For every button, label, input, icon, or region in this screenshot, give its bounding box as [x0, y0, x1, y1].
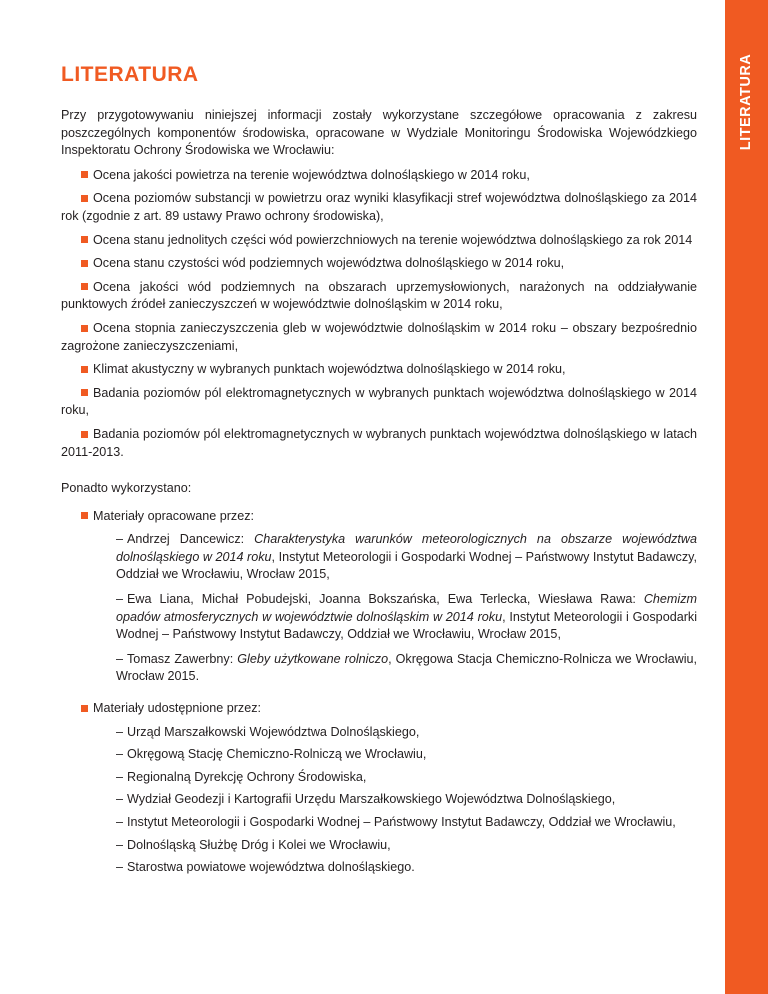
entry-author: Andrzej Dancewicz:: [127, 532, 255, 547]
prepared-materials: [61, 508, 697, 686]
list-item: [116, 591, 697, 644]
list-item: [61, 279, 697, 314]
bullet-icon: [81, 389, 88, 396]
dash: –: [116, 860, 124, 875]
list-item: [61, 167, 697, 185]
dash: –: [116, 651, 124, 666]
list-item: [116, 837, 697, 855]
bullet-icon: [81, 260, 88, 267]
also-used-label: Ponadto wykorzystano:: [61, 481, 192, 496]
list-item-text: Instytut Meteorologii i Gospodarki Wodnej – Państwowy Instytut Badawczy, Oddział we Wrocławiu,: [127, 815, 676, 829]
list-item-text: Starostwa powiatowe województwa dolnośląskiego.: [127, 860, 415, 875]
dash: –: [116, 592, 124, 607]
prepared-materials-header: [61, 508, 697, 526]
list-item-text: Ocena stanu czystości wód podziemnych województwa dolnośląskiego w 2014 roku,: [93, 256, 565, 271]
entry-publisher: , Instytut Meteorologii i Gospodarki Wodnej – Państwowy Instytut Badawczy, Oddział we Wrocławiu, Wrocław 2015,: [116, 549, 697, 582]
prepared-materials-list: [61, 531, 697, 686]
dash: –: [116, 532, 124, 547]
entry-publisher: , Instytut Meteorologii i Gospodarki Wodnej – Państwowy Instytut Badawczy, Oddział we Wrocławiu, Wrocław 2015,: [116, 609, 697, 642]
shared-materials-header: [61, 700, 697, 718]
bullet-icon: [81, 705, 88, 712]
bullet-icon: [81, 236, 88, 243]
dash: –: [116, 747, 124, 762]
list-item: [61, 385, 697, 420]
list-item: [61, 320, 697, 355]
list-item: [116, 724, 697, 742]
list-item-text: Ocena stopnia zanieczyszczenia gleb w województwie dolnośląskim w 2014 roku – obszary bezpośrednio zagrożone zanieczyszczeniami,: [61, 320, 697, 353]
bullet-icon: [81, 171, 88, 178]
list-item-text: Ocena jakości wód podziemnych na obszarach uprzemysłowionych, narażonych na oddziaływanie punktowych źródeł zanieczyszczeń w województwie dolnośląskim w 2014 roku,: [61, 279, 697, 312]
entry-title: Charakterystyka warunków meteorologicznych na obszarze województwa dolnośląskiego w 2014 roku: [116, 532, 697, 564]
side-tab-label: LITERATURA: [738, 53, 754, 151]
list-item-text: Ocena poziomów substancji w powietrzu oraz wyniki klasyfikacji stref województwa dolnośląskiego za 2014 rok (zgodnie z art. 89 ustawy Prawo ochrony środowiska),: [61, 191, 697, 223]
list-item: [116, 746, 697, 764]
list-item-text: Klimat akustyczny w wybranych punktach województwa dolnośląskiego w 2014 roku,: [93, 362, 566, 377]
list-item: [116, 769, 697, 787]
list-item-text: Ocena stanu jednolitych części wód powierzchniowych na terenie województwa dolnośląskiego za rok 2014: [93, 232, 693, 247]
side-tab-label-wrap: [725, 0, 768, 170]
list-item: [61, 426, 697, 461]
list-item: [116, 859, 697, 877]
dash: –: [116, 792, 124, 807]
list-item: [61, 190, 697, 225]
shared-materials-list: [61, 724, 697, 877]
list-item-text: Dolnośląską Służbę Dróg i Kolei we Wrocławiu,: [127, 837, 391, 852]
entry-author: Tomasz Zawerbny:: [127, 651, 238, 666]
list-item-text: Regionalną Dyrekcję Ochrony Środowiska,: [127, 769, 367, 784]
list-item-text: Urząd Marszałkowski Województwa Dolnośląskiego,: [127, 724, 420, 739]
list-item: [116, 814, 697, 832]
list-item: [61, 232, 697, 250]
shared-materials: [61, 700, 697, 877]
dash: –: [116, 815, 124, 829]
bullet-icon: [81, 366, 88, 373]
content: [61, 107, 697, 891]
entry-author: Ewa Liana, Michał Pobudejski, Joanna Bokszańska, Ewa Terlecka, Wiesława Rawa:: [127, 592, 644, 607]
side-tab: [725, 0, 768, 994]
bullet-icon: [81, 195, 88, 202]
sources-list: [61, 167, 697, 461]
bullet-icon: [81, 431, 88, 438]
shared-materials-header-text: Materiały udostępnione przez:: [93, 701, 262, 716]
list-item: [61, 255, 697, 273]
list-item-text: Okręgową Stację Chemiczno-Rolniczą we Wrocławiu,: [127, 747, 427, 762]
entry-publisher: , Okręgowa Stacja Chemiczno-Rolnicza we Wrocławiu, Wrocław 2015.: [116, 651, 698, 684]
list-item: [116, 791, 697, 809]
list-item: [116, 531, 697, 584]
list-item-text: Wydział Geodezji i Kartografii Urzędu Marszałkowskiego Województwa Dolnośląskiego,: [127, 792, 616, 807]
list-item-text: Badania poziomów pól elektromagnetycznych w wybranych punktach województwa dolnośląskiego w 2014 roku,: [61, 385, 697, 418]
bullet-icon: [81, 512, 88, 519]
list-item: [61, 361, 697, 379]
entry-title: Gleby użytkowane rolniczo: [237, 651, 389, 666]
entry-title: Chemizm opadów atmosferycznych w województwie dolnośląskim w 2014 roku: [116, 592, 697, 624]
dash: –: [116, 837, 124, 852]
bullet-icon: [81, 283, 88, 290]
list-item-text: Badania poziomów pól elektromagnetycznych w wybranych punktach województwa dolnośląskiego w latach 2011-2013.: [61, 426, 697, 459]
dash: –: [116, 769, 124, 784]
page-title: LITERATURA: [61, 63, 199, 86]
intro-paragraph: Przy przygotowywaniu niniejszej informacji zostały wykorzystane szczegółowe opracowania z zakresu poszczególnych komponentów środowiska, opracowane w Wydziale Monitoringu Środowiska Wojewódzkiego Inspektoratu Ochrony Środowiska we Wrocławiu:: [61, 108, 697, 158]
prepared-materials-header-text: Materiały opracowane przez:: [93, 508, 254, 523]
bullet-icon: [81, 325, 88, 332]
list-item-text: Ocena jakości powietrza na terenie województwa dolnośląskiego w 2014 roku,: [93, 167, 530, 182]
list-item: [116, 651, 697, 686]
dash: –: [116, 724, 124, 739]
